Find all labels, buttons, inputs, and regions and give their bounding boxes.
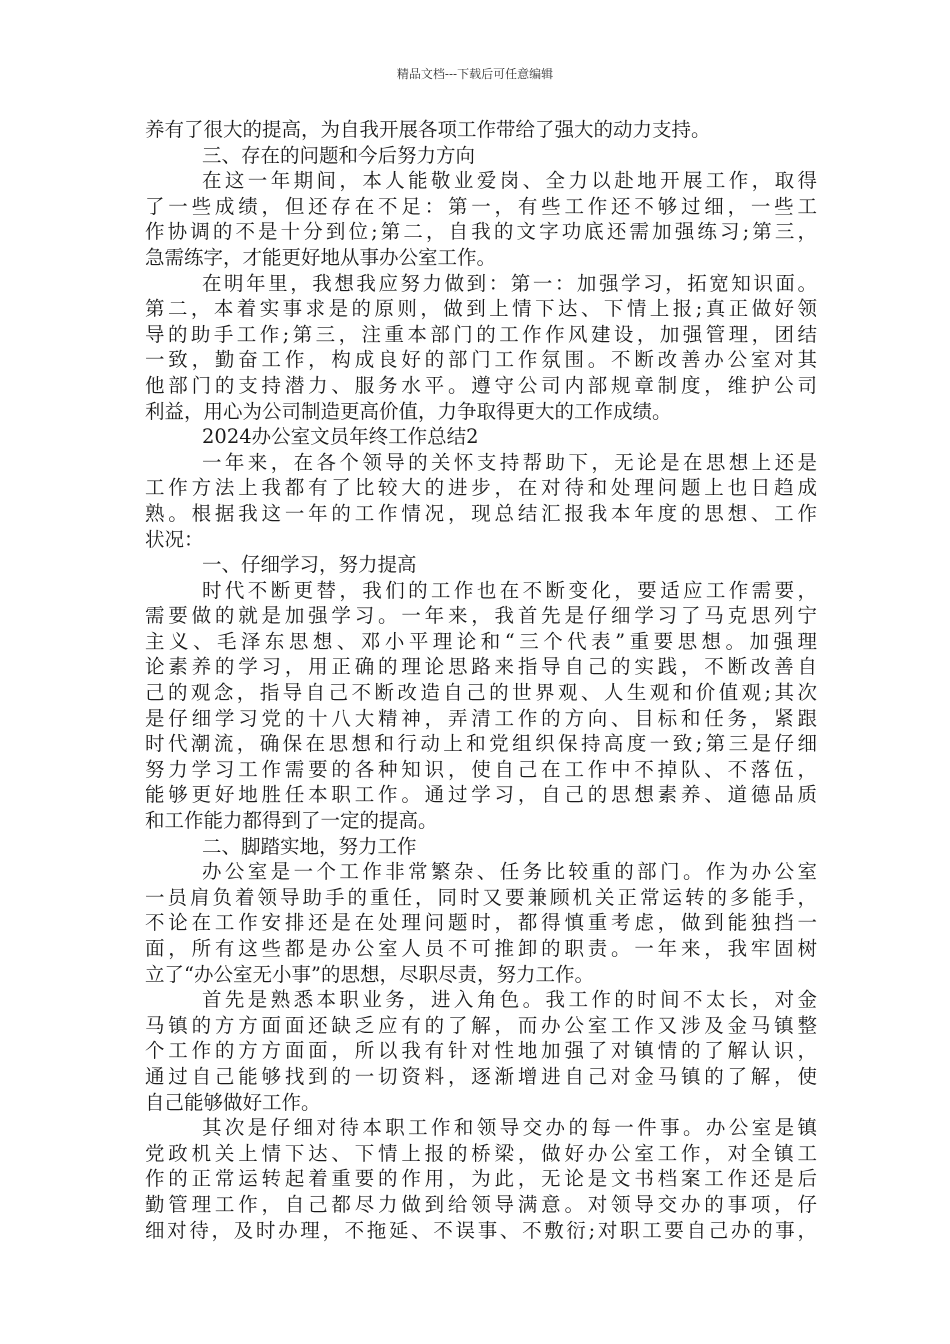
text-line: 导的助手工作;第三，注重本部门的工作作风建设，加强管理，团结 <box>145 322 817 346</box>
text-line: 己的观念，指导自己不断改造自己的世界观、人生观和价值观;其次 <box>145 681 817 705</box>
text-line: 主义、毛泽东思想、邓小平理论和“三个代表”重要思想。加强理 <box>145 629 817 653</box>
text-line: 自己能够做好工作。 <box>145 1090 321 1114</box>
text-line: 论素养的学习，用正确的理论思路来指导自己的实践，不断改善自 <box>145 655 817 679</box>
text-line: 利益，用心为公司制造更高价值，力争取得更大的工作成绩。 <box>145 399 672 423</box>
header-text: 精品文档---下载后可任意编辑 <box>396 67 554 81</box>
text-line: 状况： <box>145 527 204 551</box>
text-line: 作协调的不是十分到位;第二，自我的文字功底还需加强练习;第三， <box>145 220 817 244</box>
text-line: 通过自己能够找到的一切资料，逐渐增进自己对金马镇的了解，使 <box>145 1064 817 1088</box>
text-line: 时代不断更替，我们的工作也在不断变化，要适应工作需要， <box>202 578 817 602</box>
text-line: 二、脚踏实地，努力工作 <box>202 834 417 858</box>
text-line: 作的正常运转起着重要的作用，为此，无论是文书档案工作还是后 <box>145 1167 817 1191</box>
text-line: 党政机关上情下达、下情上报的桥梁，做好办公室工作，对全镇工 <box>145 1141 817 1165</box>
text-line: 个工作的方方面面，所以我有针对性地加强了对镇情的了解认识， <box>145 1039 817 1063</box>
text-line: 一、仔细学习，努力提高 <box>202 553 417 577</box>
text-line: 首先是熟悉本职业务，进入角色。我工作的时间不太长，对金 <box>202 988 817 1012</box>
text-line: 努力学习工作需要的各种知识，使自己在工作中不掉队、不落伍， <box>145 757 817 781</box>
text-line: 第二，本着实事求是的原则，做到上情下达、下情上报;真正做好领 <box>145 297 817 321</box>
text-line: 在明年里，我想我应努力做到：第一：加强学习，拓宽知识面。 <box>202 271 817 295</box>
text-line: 马镇的方方面面还缺乏应有的了解，而办公室工作又涉及金马镇整 <box>145 1013 817 1037</box>
text-line: 2024办公室文员年终工作总结2 <box>202 425 479 449</box>
text-line: 一年来，在各个领导的关怀支持帮助下，无论是在思想上还是 <box>202 450 817 474</box>
text-line: 一致，勤奋工作，构成良好的部门工作氛围。不断改善办公室对其 <box>145 348 817 372</box>
text-line: 工作方法上我都有了比较大的进步，在对待和处理问题上也日趋成 <box>145 476 817 500</box>
text-line: 三、存在的问题和今后努力方向 <box>202 143 476 167</box>
text-line: 需要做的就是加强学习。一年来，我首先是仔细学习了马克思列宁 <box>145 604 817 628</box>
document-body <box>145 117 817 1243</box>
text-line: 其次是仔细对待本职工作和领导交办的每一件事。办公室是镇 <box>202 1116 817 1140</box>
text-line: 熟。根据我这一年的工作情况，现总结汇报我本年度的思想、工作 <box>145 501 817 525</box>
text-line: 立了“办公室无小事”的思想，尽职尽责，努力工作。 <box>145 962 594 986</box>
text-line: 不论在工作安排还是在处理问题时，都得慎重考虑，做到能独挡一 <box>145 911 817 935</box>
text-line: 养有了很大的提高，为自我开展各项工作带给了强大的动力支持。 <box>145 118 711 141</box>
text-line: 细对待，及时办理，不拖延、不误事、不敷衍;对职工要自己办的事， <box>145 1218 817 1242</box>
text-line: 是仔细学习党的十八大精神，弄清工作的方向、目标和任务，紧跟 <box>145 706 817 730</box>
text-line: 在这一年期间，本人能敬业爱岗、全力以赴地开展工作，取得 <box>202 169 817 193</box>
text-line: 勤管理工作，自己都尽力做到给领导满意。对领导交办的事项，仔 <box>145 1192 817 1216</box>
text-line: 了一些成绩，但还存在不足：第一，有些工作还不够过细，一些工 <box>145 194 817 218</box>
text-line: 和工作能力都得到了一定的提高。 <box>145 809 438 833</box>
text-line: 急需练字，才能更好地从事办公室工作。 <box>145 245 497 269</box>
text-line: 时代潮流，确保在思想和行动上和党组织保持高度一致;第三是仔细 <box>145 732 817 756</box>
text-line: 一员肩负着领导助手的重任，同时又要兼顾机关正常运转的多能手， <box>145 885 817 909</box>
text-line: 办公室是一个工作非常繁杂、任务比较重的部门。作为办公室 <box>202 860 817 884</box>
text-line: 能够更好地胜任本职工作。通过学习，自己的思想素养、道德品质 <box>145 783 817 807</box>
page-header <box>0 66 950 82</box>
text-line: 面，所有这些都是办公室人员不可推卸的职责。一年来，我牢固树 <box>145 937 817 960</box>
text-line: 他部门的支持潜力、服务水平。遵守公司内部规章制度，维护公司 <box>145 373 817 397</box>
